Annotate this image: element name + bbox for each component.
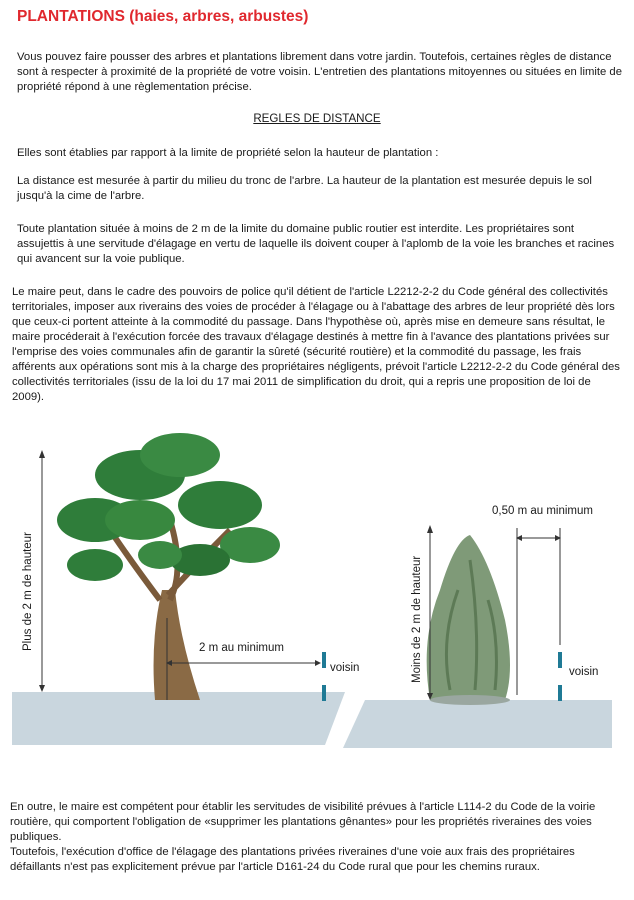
left-height-label: Plus de 2 m de hauteur [22, 532, 34, 651]
paragraph-measure: La distance est mesurée à partir du milieu du tronc de l'arbre. La hauteur de la plantation est mesurée depuis le sol jusqu'à la cime de l'arbre. [17, 175, 592, 202]
ground-right [343, 700, 612, 748]
paragraph-visibility: En outre, le maire est compétent pour établir les servitudes de visibilité prévues à l'article L114-2 du Code de la voirie routière, qui comportent l'obligation de «supprimer les plantations gênantes» pour les propriétés riveraines des voies publiques. [10, 801, 596, 843]
paragraph-rural-roads: Toutefois, l'exécution d'office de l'élagage des plantations privées riveraines d'une voie aux frais des propriétaires défaillants n'est pas explicitement prévue par l'article D161-24 du Code rural que pour les chemins ruraux. [10, 846, 575, 873]
right-height-label: Moins de 2 m de hauteur [411, 555, 423, 683]
right-neighbor-label: voisin [569, 666, 599, 678]
left-distance-label: 2 m au minimum [199, 642, 284, 654]
page-title: PLANTATIONS (haies, arbres, arbustes) [17, 8, 309, 25]
left-neighbor-label: voisin [330, 662, 360, 674]
section-heading: REGLES DE DISTANCE [253, 112, 381, 125]
large-tree-illustration [57, 433, 280, 700]
paragraph-mayor-powers: Le maire peut, dans le cadre des pouvoirs de police qu'il détient de l'article L2212-2-2 du Code général des collectivités territoriales, imposer aux riverains des voies de procéder à l'élagage ou à l'abattage des arbres de leur propriété dès lors que ceux-ci portent atteinte à la commodité du passage. Dans l'hypothèse où, après mise en demeure sans résultat, le maire procéderait à l'exécution forcée des travaux d'élagage destinés à mettre fin à l'avance des plantations privées sur l'emprise des voies communales afin de garantir la sûreté (sécurité routière) et la commodité du passage, les frais afférents aux opérations sont mis à la charge des propriétaires négligents, prévoit l'article L2212-2-2 du Code général des collectivités territoriales (issu de la loi du 17 mai 2011 de simplification du droit, qui a repris une proposition de loi de 2009). [12, 286, 620, 403]
intro-paragraph: Vous pouvez faire pousser des arbres et plantations librement dans votre jardin. Toutefois, certaines règles de distance sont à respecter à proximité de la propriété de votre voisin. L'entretien des plantations mitoyennes ou situées en limite de propriété répond à une règlementation précise. [17, 51, 622, 93]
neighbor-marker-left-bottom [322, 685, 326, 701]
neighbor-marker-right-top [558, 652, 562, 668]
neighbor-marker-left-top [322, 652, 326, 668]
neighbor-marker-right-bottom [558, 685, 562, 701]
paragraph-public-road: Toute plantation située à moins de 2 m de la limite du domaine public routier est interdite. Les propriétaires sont assujettis à une servitude d'élagage en vertu de laquelle ils doivent couper à l'aplomb de la voie les branches et racines qui avancent sur la voie publique. [17, 223, 615, 265]
paragraph-rules: Elles sont établies par rapport à la limite de propriété selon la hauteur de plantation : [17, 147, 439, 159]
small-shrub-illustration [427, 535, 510, 705]
right-distance-label: 0,50 m au minimum [492, 505, 593, 517]
